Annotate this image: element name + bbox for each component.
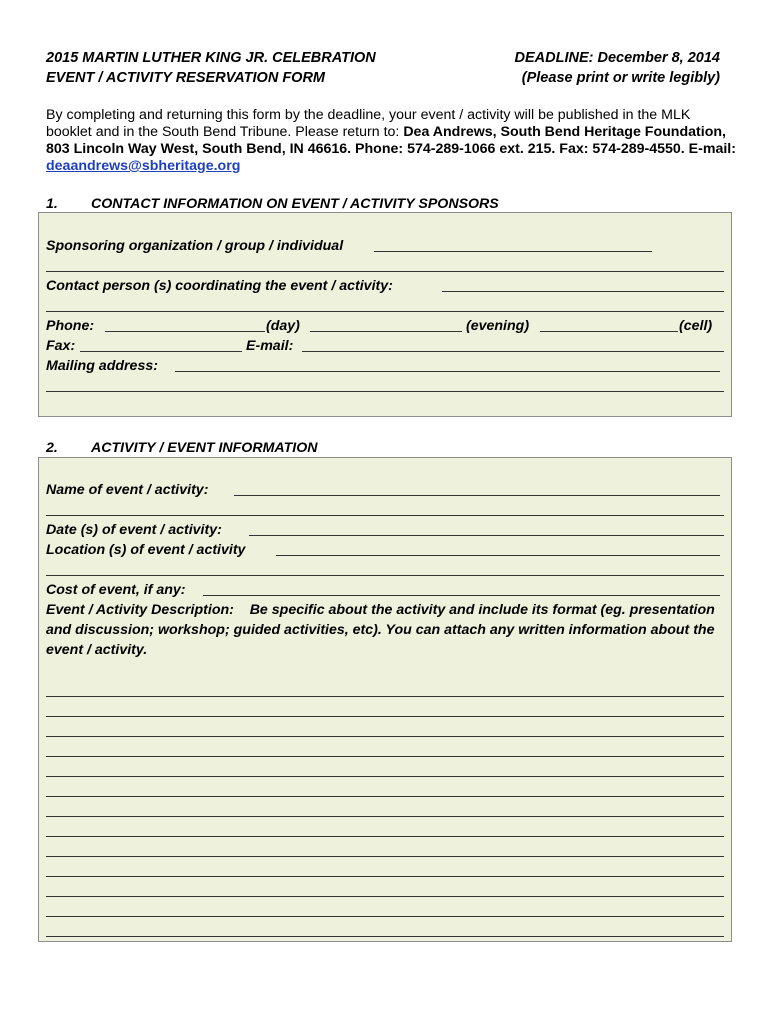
description-text: Be specific about the activity and include its format (eg. presentation and discussion; workshop; guided activities, etc). You can attach any written information about the event / activity.: [46, 602, 715, 658]
section2-title: ACTIVITY / EVENT INFORMATION: [91, 440, 318, 456]
mailing-address-label: Mailing address:: [46, 358, 158, 374]
intro-plain-text: By completing and returning this form by the deadline, your event / activity will be published in the MLK booklet and in the South Bend Tribune. Please return to:: [46, 107, 691, 140]
description-line[interactable]: [46, 776, 724, 777]
event-location-label: Location (s) of event / activity: [46, 542, 246, 558]
email-field[interactable]: [302, 351, 724, 352]
sponsor-label: Sponsoring organization / group / individual: [46, 238, 344, 254]
mailing-address-field[interactable]: [175, 371, 720, 372]
description-line[interactable]: [46, 856, 724, 857]
description-line[interactable]: [46, 816, 724, 817]
fax-field[interactable]: [80, 351, 242, 352]
description-line[interactable]: [46, 896, 724, 897]
event-description-instructions: [46, 600, 726, 660]
day-label: (day): [266, 318, 300, 334]
sponsor-field[interactable]: [374, 251, 652, 252]
event-name-field[interactable]: [234, 495, 720, 496]
description-line[interactable]: [46, 716, 724, 717]
evening-label: (evening): [466, 318, 530, 334]
phone-evening-field[interactable]: [310, 331, 462, 332]
event-name-line2[interactable]: [46, 515, 724, 516]
description-line[interactable]: [46, 936, 724, 937]
email-label: E-mail:: [246, 338, 294, 354]
description-line[interactable]: [46, 736, 724, 737]
description-line[interactable]: [46, 876, 724, 877]
description-label: Event / Activity Description:: [46, 602, 234, 618]
intro-return-address: Dea Andrews, South Bend Heritage Foundation, 803 Lincoln Way West, South Bend, IN 46616. Phone: 574-289-1066 ext. 215. Fax: 574-289-4550. E-mail:: [46, 124, 736, 157]
contact-label: Contact person (s) coordinating the event / activity:: [46, 278, 393, 294]
intro-paragraph: [46, 107, 736, 175]
mailing-address-line2[interactable]: [46, 391, 724, 392]
description-line[interactable]: [46, 836, 724, 837]
deadline-text: DEADLINE: December 8, 2014: [514, 50, 720, 66]
contact-field-line2[interactable]: [46, 311, 724, 312]
fax-label: Fax:: [46, 338, 76, 354]
event-cost-field[interactable]: [203, 595, 720, 596]
cell-label: (cell): [679, 318, 713, 334]
phone-label: Phone:: [46, 318, 95, 334]
form-title-line1: 2015 MARTIN LUTHER KING JR. CELEBRATION: [46, 50, 376, 66]
event-cost-label: Cost of event, if any:: [46, 582, 186, 598]
description-line[interactable]: [46, 756, 724, 757]
print-note: (Please print or write legibly): [521, 70, 720, 86]
description-line[interactable]: [46, 696, 724, 697]
description-line[interactable]: [46, 796, 724, 797]
form-title-line2: EVENT / ACTIVITY RESERVATION FORM: [46, 70, 326, 86]
event-location-field[interactable]: [276, 555, 720, 556]
event-date-label: Date (s) of event / activity:: [46, 522, 222, 538]
section1-number: 1.: [46, 196, 58, 212]
event-location-line2[interactable]: [46, 575, 724, 576]
contact-field[interactable]: [442, 291, 724, 292]
description-line[interactable]: [46, 916, 724, 917]
phone-day-field[interactable]: [105, 331, 265, 332]
phone-cell-field[interactable]: [540, 331, 678, 332]
event-date-field[interactable]: [249, 535, 724, 536]
email-link[interactable]: deaandrews@sbheritage.org: [46, 158, 241, 174]
sponsor-field-line2[interactable]: [46, 271, 724, 272]
section1-title: CONTACT INFORMATION ON EVENT / ACTIVITY SPONSORS: [91, 196, 499, 212]
event-name-label: Name of event / activity:: [46, 482, 209, 498]
section2-number: 2.: [46, 440, 58, 456]
